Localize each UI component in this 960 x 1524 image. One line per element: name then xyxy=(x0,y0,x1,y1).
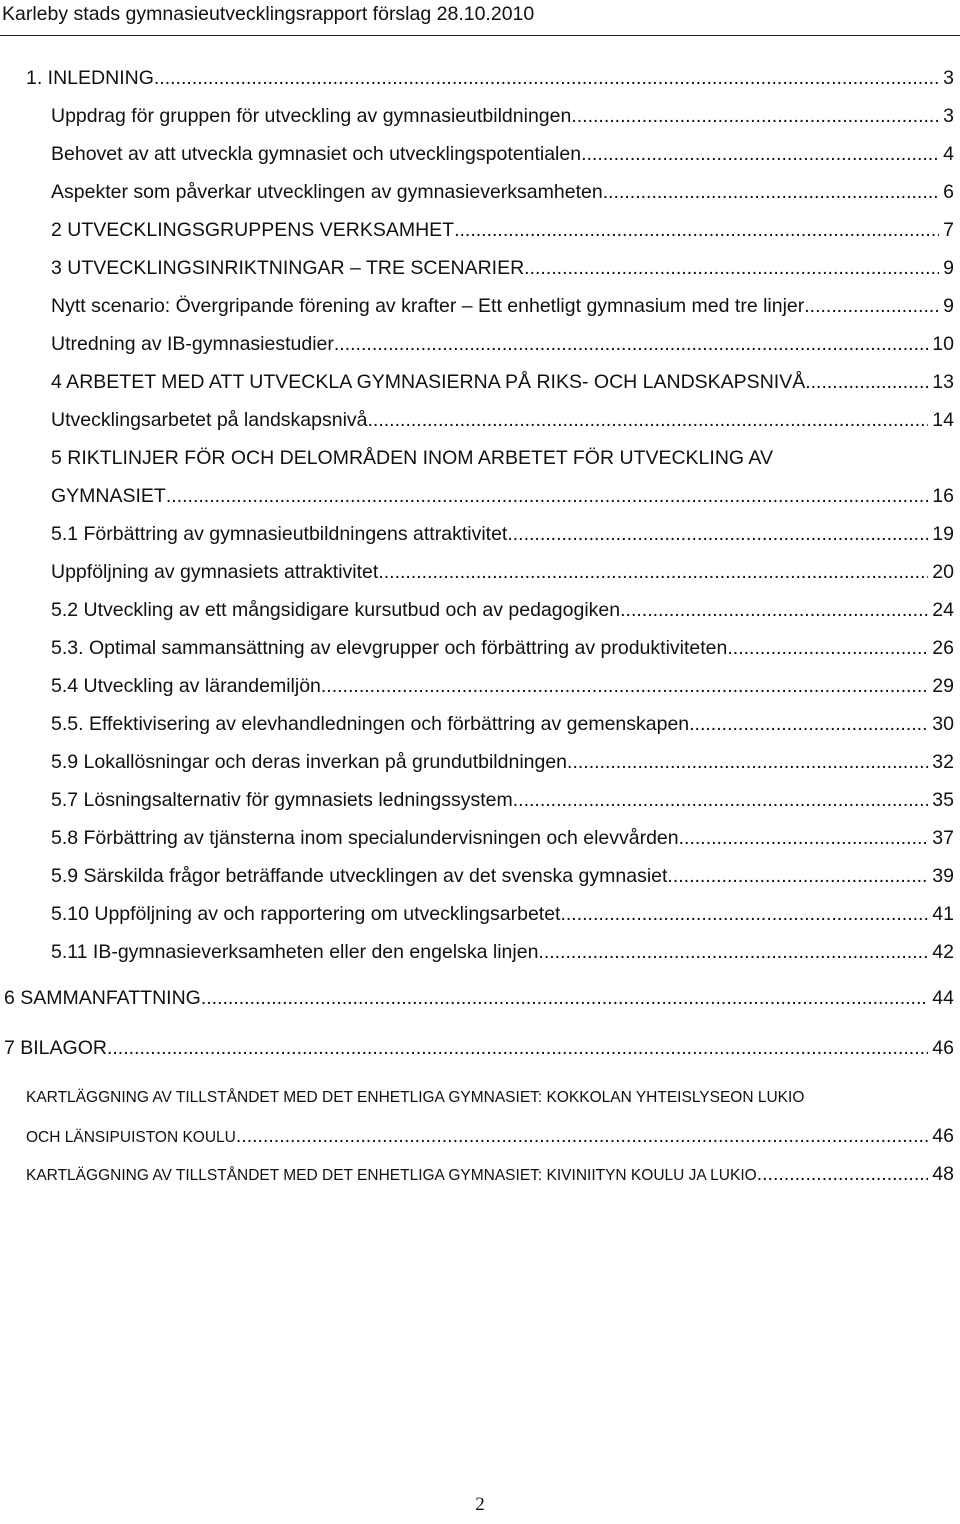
toc-entry-5-7[interactable] xyxy=(51,784,954,816)
toc-entry-page: 3 xyxy=(943,67,954,89)
toc-entry-page: 14 xyxy=(932,409,954,431)
toc-entry-label: 5.2 Utveckling av ett mångsidigare kursutbud och av pedagogiken xyxy=(51,599,621,621)
page-number xyxy=(0,1494,960,1516)
toc-entry-label: 3 UTVECKLINGSINRIKTNINGAR – TRE SCENARIER xyxy=(51,257,525,279)
toc-entry-page: 9 xyxy=(943,257,954,279)
toc-entry-label: Utvecklingsarbetet på landskapsnivå xyxy=(51,409,368,431)
toc-entry-page: 35 xyxy=(932,789,954,811)
toc-entry-page: 42 xyxy=(932,941,954,963)
toc-entry-5-1[interactable] xyxy=(51,518,954,550)
running-header xyxy=(0,0,960,36)
toc-entry-label: 5.1 Förbättring av gymnasieutbildningens attraktivitet xyxy=(51,523,508,545)
toc-entry-page: 29 xyxy=(932,675,954,697)
toc-entry-page: 9 xyxy=(943,295,954,317)
toc-entry-page: 16 xyxy=(932,485,954,507)
toc-entry-uppdrag[interactable] xyxy=(51,100,954,132)
toc-entry-utredning[interactable] xyxy=(51,328,954,360)
toc-entry-behovet[interactable] xyxy=(51,138,954,170)
toc-entry-5-8[interactable] xyxy=(51,822,954,854)
toc-entry-page: 3 xyxy=(943,105,954,127)
toc-entry-label: Behovet av att utveckla gymnasiet och utvecklingspotentialen xyxy=(51,143,582,165)
toc-entry-label: 7 BILAGOR xyxy=(4,1037,107,1059)
toc-entry-page: 37 xyxy=(932,827,954,849)
toc-entry-page: 46 xyxy=(932,1125,954,1147)
toc-entry-uppfoljning[interactable] xyxy=(51,556,954,588)
toc-entry-page: 26 xyxy=(932,637,954,659)
toc-entry-aspekter[interactable] xyxy=(51,176,954,208)
toc-entry-label: Nytt scenario: Övergripande förening av krafter – Ett enhetligt gymnasium med tre linjer xyxy=(51,295,805,317)
toc-entry-label: 5.5. Effektivisering av elevhandledningen och förbättring av gemenskapen xyxy=(51,713,690,735)
toc-entry-5-9-sarskilda[interactable] xyxy=(51,860,954,892)
toc-entry-utvecklingsinriktningar[interactable] xyxy=(51,252,954,284)
toc-entry-label: 5.9 Särskilda frågor beträffande utvecklingen av det svenska gymnasiet xyxy=(51,865,668,887)
toc-entry-page: 19 xyxy=(932,523,954,545)
toc-entry-riktlinjer[interactable] xyxy=(51,480,954,512)
toc-entry-arbetet[interactable] xyxy=(51,366,954,398)
toc-entry-label: 2 UTVECKLINGSGRUPPENS VERKSAMHET xyxy=(51,219,455,241)
toc-entry-label: 5.4 Utveckling av lärandemiljön xyxy=(51,675,321,697)
toc-entry-bilagor[interactable] xyxy=(4,1032,954,1064)
toc-entry-label: 5.3. Optimal sammansättning av elevgrupper och förbättring av produktiviteten xyxy=(51,637,728,659)
toc-entry-kartlaggning-1[interactable] xyxy=(26,1120,954,1152)
header-title: Karleby stads gymnasieutvecklingsrapport förslag 28.10.2010 xyxy=(2,3,535,25)
toc-entry-label: Utredning av IB-gymnasiestudier xyxy=(51,333,334,355)
toc-entry-5-5[interactable] xyxy=(51,708,954,740)
toc-entry-5-9-lokal[interactable] xyxy=(51,746,954,778)
toc-entry-label: 5.8 Förbättring av tjänsterna inom specialundervisningen och elevvården xyxy=(51,827,679,849)
toc-entry-label: KARTLÄGGNING AV TILLSTÅNDET MED DET ENHETLIGA GYMNASIET: KIVINIITYN KOULU JA LUKIO xyxy=(26,1167,757,1184)
toc-entry-label: 4 ARBETET MED ATT UTVECKLA GYMNASIERNA PÅ RIKS- OCH LANDSKAPSNIVÅ xyxy=(51,371,806,393)
toc-entry-label: Uppdrag för gruppen för utveckling av gymnasieutbildningen xyxy=(51,105,572,127)
toc-entry-label: Uppföljning av gymnasiets attraktivitet xyxy=(51,561,379,583)
toc-entry-page: 48 xyxy=(932,1163,954,1185)
toc-entry-riktlinjer-line1[interactable]: 5 RIKTLINJER FÖR OCH DELOMRÅDEN INOM ARBETET FÖR UTVECKLING AV xyxy=(51,447,773,469)
toc-entry-page: 20 xyxy=(932,561,954,583)
toc-entry-label: GYMNASIET xyxy=(51,485,166,507)
toc-entry-5-4[interactable] xyxy=(51,670,954,702)
toc-entry-page: 30 xyxy=(932,713,954,735)
toc-entry-5-10[interactable] xyxy=(51,898,954,930)
toc-entry-5-11[interactable] xyxy=(51,936,954,968)
toc-entry-inledning[interactable] xyxy=(26,62,954,94)
toc-entry-landskapsniva[interactable] xyxy=(51,404,954,436)
toc-entry-page: 41 xyxy=(932,903,954,925)
toc-entry-label: 5.11 IB-gymnasieverksamheten eller den engelska linjen xyxy=(51,941,539,963)
toc-entry-5-3[interactable] xyxy=(51,632,954,664)
toc-entry-page: 10 xyxy=(932,333,954,355)
toc-entry-sammanfattning[interactable] xyxy=(4,982,954,1014)
toc-entry-kartlaggning-2[interactable] xyxy=(26,1158,954,1190)
toc-entry-page: 6 xyxy=(943,181,954,203)
toc-entry-page: 7 xyxy=(943,219,954,241)
toc-entry-page: 4 xyxy=(943,143,954,165)
toc-entry-page: 46 xyxy=(932,1037,954,1059)
toc-entry-label: 5.9 Lokallösningar och deras inverkan på grundutbildningen xyxy=(51,751,568,773)
toc-entry-label: 5.7 Lösningsalternativ för gymnasiets ledningssystem xyxy=(51,789,513,811)
toc-entry-kartlaggning-1-line1[interactable]: KARTLÄGGNING AV TILLSTÅNDET MED DET ENHETLIGA GYMNASIET: KOKKOLAN YHTEISLYSEON LUKIO xyxy=(26,1089,805,1106)
toc-entry-label: 5.10 Uppföljning av och rapportering om utvecklingsarbetet xyxy=(51,903,561,925)
toc-entry-utvecklingsgruppens[interactable] xyxy=(51,214,954,246)
toc-entry-page: 24 xyxy=(932,599,954,621)
page-number-text: 2 xyxy=(475,1494,485,1515)
toc-entry-label: OCH LÄNSIPUISTON KOULU xyxy=(26,1129,236,1146)
toc-entry-label: 6 SAMMANFATTNING xyxy=(4,987,201,1009)
toc-entry-label: Aspekter som påverkar utvecklingen av gymnasieverksamheten xyxy=(51,181,603,203)
toc-entry-page: 39 xyxy=(932,865,954,887)
toc-entry-page: 32 xyxy=(932,751,954,773)
toc-entry-page: 44 xyxy=(932,987,954,1009)
toc-entry-page: 13 xyxy=(932,371,954,393)
toc-entry-5-2[interactable] xyxy=(51,594,954,626)
toc-entry-nytt-scenario[interactable] xyxy=(51,290,954,322)
toc-entry-label: 1. INLEDNING xyxy=(26,67,154,89)
